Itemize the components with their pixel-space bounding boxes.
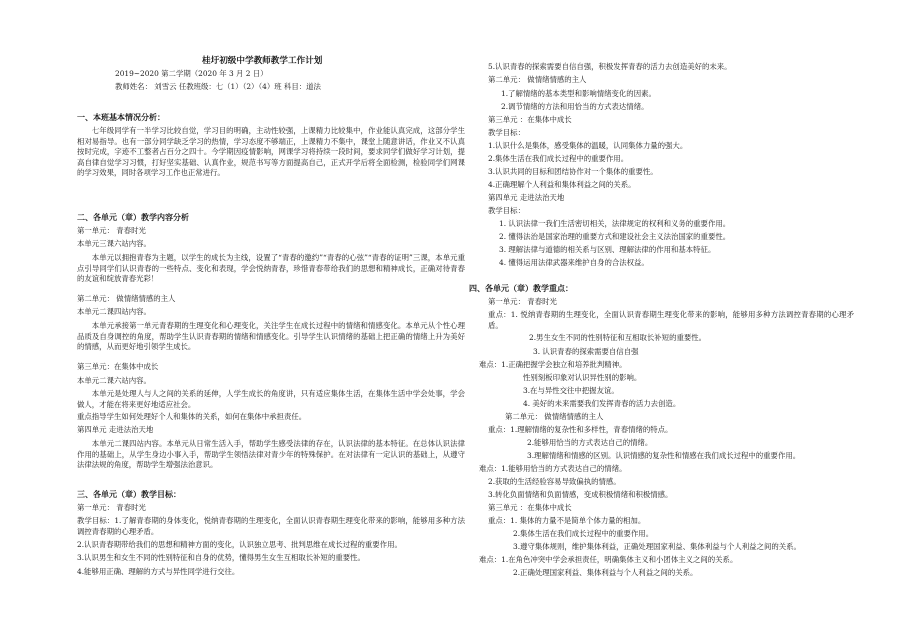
s2-unit4-text: 本单元二课四站内容。本单元从日常生活入手，帮助学生感受法律的存在，认识法律的基本特征。在总体认识法律作用的基础上，从学生身边小事入手，帮助学生领悟法律对青少年的特殊保护。在对法律有一定认识的基础上，从遵守法律法规的角度，帮助学生增强法治意识。	[77, 439, 465, 470]
s2-unit3-text: 本单元是处理人与人之间的关系的延伸，人学生成长的角度讲，只有适应集体生活，在集体生活中学会处事，学会做人，才能在将来更好地适应社会。	[77, 389, 465, 409]
s4-diff-4: 4. 美好的未来需要我们发挥青春的活力去创造。	[523, 399, 681, 408]
s2-unit2-title: 第二单元： 做情绪情感的主人	[77, 294, 176, 303]
s4-unit2-diff-3: 3.转化负面情绪和负面情感，变成积极情绪和积极情感。	[488, 490, 673, 499]
s4-unit2-key-2: 2.能够用恰当的方式表达自己的情绪。	[527, 438, 653, 447]
s4-unit2-key-3: 3.理解情绪和情感的区别。认识情感的复杂性和情感在我们成长过程中的重要作用。	[527, 451, 801, 460]
s4-unit3-diff-1: 难点：1.在角色冲突中学会承担责任，明确集体主义和小团体主义之间的关系。	[479, 555, 738, 564]
r-unit3-goal-1: 1.认识什么是集体，感受集体的温暖，认同集体力量的强大。	[488, 141, 688, 150]
r-unit2-goal-2: 2.调节情绪的方法和用恰当的方式表达情绪。	[501, 102, 649, 111]
s4-key-1: 重点：1. 悦纳青春期的生理变化，全面认识青春期生理变化带来的影响，能够用多种方法调控青春期的心理矛盾。	[488, 310, 854, 330]
section2-heading: 二、各单元（章）教学内容分析	[77, 212, 189, 222]
s4-unit2-diff-2: 2.获取的生活经验容易导致偏执的情感。	[488, 477, 621, 486]
r-unit3-goal-4: 4.正确理解个人利益和集体利益之间的关系。	[488, 180, 636, 189]
s4-unit2-key-1: 重点：1.理解情绪的复杂性和多样性，青春情绪的特点。	[488, 425, 673, 434]
r-unit3-goal-2: 2.集体生活在我们成长过程中的重要作用。	[488, 154, 629, 163]
s4-diff-2: 性别刻板印象对认识异性别的影响。	[523, 373, 642, 382]
s4-unit2-title: 第二单元： 做情绪情感的主人	[505, 412, 604, 421]
s2-unit1-sub: 本单元三课六站内容。	[77, 239, 151, 248]
s4-unit1-title: 第一单元： 青春时光	[488, 297, 557, 306]
s3-unit1-title: 第一单元： 青春时光	[77, 503, 146, 512]
s4-key-3: 3. 认识青春的探索需要自信自强	[533, 347, 639, 356]
r-unit4-goal-4: 4. 懂得运用法律武器来维护自身的合法权益。	[499, 258, 649, 267]
s2-unit3-sub: 本单元二课六站内容。	[77, 376, 151, 385]
s2-unit1-title: 第一单元： 青春时光	[77, 226, 146, 235]
s2-unit3-title: 第三单元：在集体中成长	[77, 362, 159, 371]
s4-unit3-title: 第三单元 ：在集体中成长	[488, 503, 572, 512]
s4-diff-1: 难点：1.正确把握学会独立和培养批判精神。	[479, 360, 627, 369]
r-unit4-label: 教学目标：	[488, 206, 525, 215]
r-unit4-goal-3: 3. 理解法律与道德的相关系与区别、理解法律的作用和基本特征。	[499, 245, 716, 254]
section1-heading: 一、本班基本情况分析：	[77, 112, 165, 122]
s4-unit2-diff-1: 难点：1.能够用恰当的方式表达自己的情绪。	[479, 464, 627, 473]
s2-unit2-sub: 本单元二课四站内容。	[77, 307, 151, 316]
s4-unit3-diff-2: 2.正确处理国家利益、集体利益与个人利益之间的关系。	[513, 568, 698, 577]
s2-unit4-title: 第四单元 走进法治天地	[77, 425, 154, 434]
section3-heading: 三、各单元（章）教学目标：	[77, 489, 181, 499]
document-title: 桂圩初级中学教师教学工作计划	[202, 56, 323, 66]
r-unit3-goal-3: 3.认识共同的目标和团结协作对一个集体的重要性。	[488, 167, 658, 176]
s3-goal-3: 3.认识男生和女生不同的性别特征和自身的优势，懂得男生女生互相取长补短的重要性。	[77, 553, 365, 562]
s3-goal-2: 2.认识青春期带给我们的思想和精神方面的变化，认识独立思考、批判思维在成长过程的重要作用。	[77, 540, 402, 549]
s4-diff-3: 3.在与异性交往中把握友谊。	[523, 386, 619, 395]
r-unit4-goal-2: 2. 懂得法治是国家治理的重要方式和建设社会主义法治国家的重要性。	[499, 232, 731, 241]
r-goal-5: 5.认识青春的探索需要自信自强，积极发挥青春的活力去创造美好的未来。	[488, 62, 732, 71]
r-unit4-goal-1: 1. 认识法律一我们生活密切相关，法律规定的权利和义务的重要作用。	[499, 219, 731, 228]
s4-key-2: 2.男生女生不同的性别特征和互相取长补短的重要性。	[529, 333, 707, 342]
s4-unit3-key-3: 3.遵守集体规则，维护集体利益，正确处理国家利益、集体利益与个人利益之间的关系。	[513, 542, 801, 551]
s2-unit1-text: 本单元以拥抱青春为主题，以学生的成长为主线，设置了“青春的邀约”“青春的心弦”“青春的证明”三课，本单元重点引导同学们认识青春的一些特点、变化和表现，学会悦纳青春，珍惜青春带给我们的思想和精神成长，正确对待青春的友谊和绽放青春光彩！	[77, 253, 465, 284]
s2-unit2-text: 本单元承接第一单元青春期的生理变化和心理变化，关注学生在成长过程中的情绪和情感变化。本单元从个性心理品质及自身调控的角度，帮助学生认识青春期的情绪和情感变化。引导学生认识情绪的基础上把正确的情绪上升为美好的情感，从而更好地引领学生成长。	[77, 321, 465, 352]
s4-unit3-key-2: 2.集体生活在我们成长过程中的重要作用。	[513, 529, 654, 538]
s3-goal-1: 教学目标：1.了解青春期的身体变化，悦纳青春期的生理变化，全面认识青春期生理变化带来的影响，能够用多种方法调控青春期的心理矛盾。	[77, 516, 465, 536]
r-unit3-label: 教学目标：	[488, 128, 525, 137]
s4-unit3-key-1: 重点：1. 集体的力量不是简单个体力量的相加。	[488, 516, 646, 525]
s3-goal-4: 4.能够用正确、理解的方式与异性同学进行交往。	[77, 567, 240, 576]
section1-text: 七年级同学有一半学习比较自觉，学习目的明确，主动性较强，上课精力比较集中，作业能认真完成，这部分学生相对易指导。也有一部分同学缺乏学习的热情，学习态度不够端正，上课精力不集中，课堂上随意讲话，作业又不认真按时完成，字迹不工整者占百分之四十。今学期因疫情影响，网课学习将持续一段时间，要求同学们做好学习计划，提高自律自觉学习习惯，打好坚实基础、认真作业，规范书写等方面提高自己，正式开学后将全面检测，检验同学们网课的学习效果，同时各项学习工作也正常进行。	[77, 126, 465, 178]
r-unit4-title: 第四单元 走进法治天地	[488, 193, 565, 202]
term-line: 2019~2020 第二学期（2020 年 3 月 2 日）	[115, 69, 268, 78]
r-unit3-title: 第三单元 ：在集体中成长	[488, 115, 572, 124]
s2-unit3-key: 重点指导学生如何处理好个人和集体的关系，如何在集体中承担责任。	[77, 412, 307, 421]
section4-heading: 四、各单元（章）教学重点：	[469, 283, 573, 293]
r-unit2-title: 第二单元： 做情绪情感的主人	[488, 75, 587, 84]
r-unit2-goal-1: 1.了解情绪的基本类型和影响情绪变化的因素。	[501, 89, 656, 98]
teacher-line: 教师姓名： 刘雪云 任教班级：七（1）（2）（4）班 科目：道法	[115, 82, 321, 91]
